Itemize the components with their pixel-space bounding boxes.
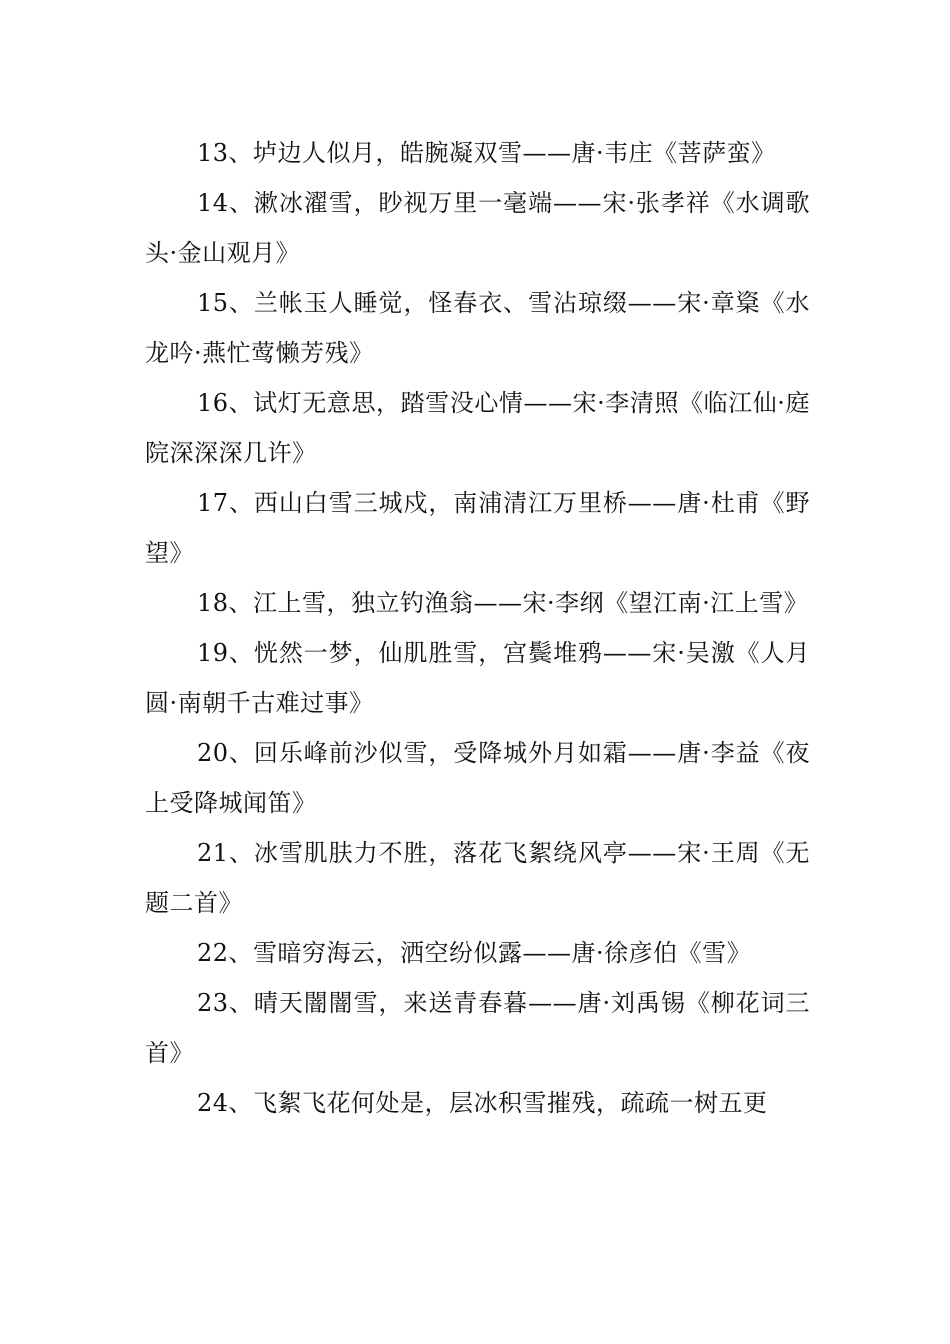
quote-entry-19: 19、恍然一梦，仙肌胜雪，宫鬓堆鸦——宋·吴激《人月圆·南朝千古难过事》 (145, 639, 810, 717)
quote-entry-18: 18、江上雪，独立钓渔翁——宋·李纲《望江南·江上雪》 (197, 589, 809, 617)
quote-entry-24: 24、飞絮飞花何处是，层冰积雪摧残，疏疏一树五更 (197, 1089, 768, 1117)
quote-entry-22: 22、雪暗穷海云，洒空纷似露——唐·徐彦伯《雪》 (197, 939, 752, 967)
quote-entry-17: 17、西山白雪三城戍，南浦清江万里桥——唐·杜甫《野望》 (145, 489, 810, 567)
quote-entry-13: 13、垆边人似月，皓腕凝双雪——唐·韦庄《菩萨蛮》 (197, 139, 776, 167)
quote-entry-15: 15、兰帐玉人睡觉，怪春衣、雪沾琼缀——宋·章楶《水龙吟·燕忙莺懒芳残》 (145, 289, 810, 367)
quote-entry-23: 23、晴天闇闇雪，来送青春暮——唐·刘禹锡《柳花词三首》 (145, 989, 810, 1067)
quote-entry-21: 21、冰雪肌肤力不胜，落花飞絮绕风亭——宋·王周《无题二首》 (145, 839, 810, 917)
quote-entry-20: 20、回乐峰前沙似雪，受降城外月如霜——唐·李益《夜上受降城闻笛》 (145, 739, 810, 817)
poem-quote-list (145, 128, 810, 1128)
quote-entry-16: 16、试灯无意思，踏雪没心情——宋·李清照《临江仙·庭院深深深几许》 (145, 389, 810, 467)
quote-entry-14: 14、漱冰濯雪，眇视万里一毫端——宋·张孝祥《水调歌头·金山观月》 (145, 189, 810, 267)
